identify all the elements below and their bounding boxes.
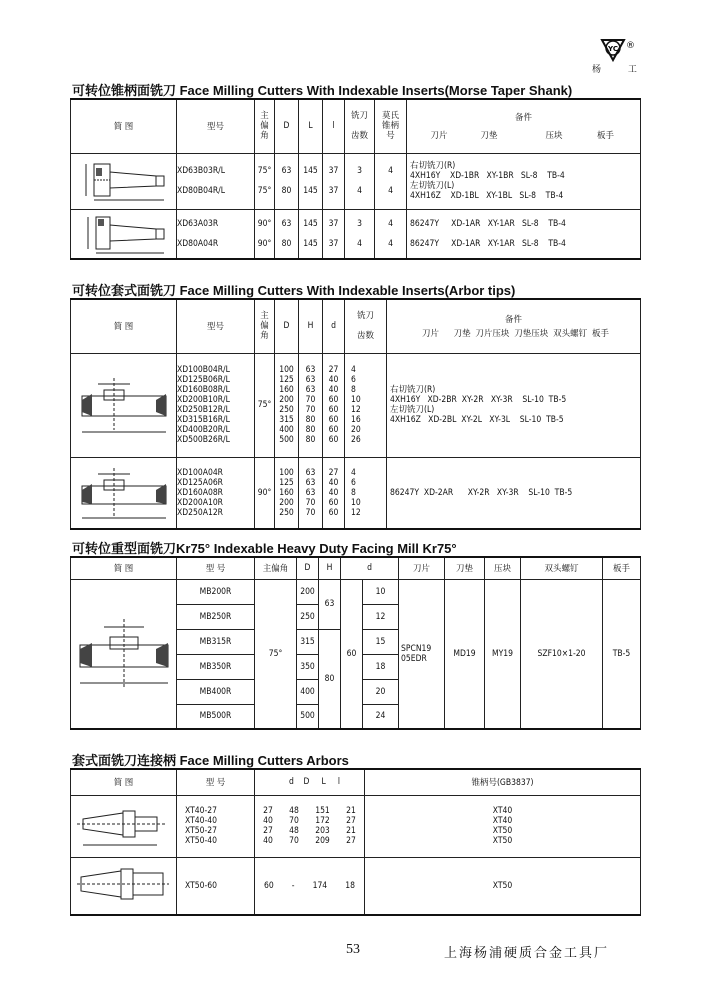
header-diagram: 简 图 <box>71 99 177 153</box>
H-cell: 63 63 63 70 70 <box>299 457 323 529</box>
L-cell: 145 145 <box>299 153 323 209</box>
header-seat: 刀垫 <box>445 557 485 579</box>
heavy-duty-mill-drawing <box>74 609 174 699</box>
table-row <box>71 795 641 857</box>
d-cell: 60 <box>341 579 363 729</box>
teeth-cell: 4 6 8 10 12 <box>345 457 387 529</box>
long-arbor-drawing <box>75 861 173 911</box>
d-values: 27 40 27 40 <box>263 806 273 846</box>
model-cell: XD100B04R/L XD125B06R/L XD160B08R/L XD200B10R/L XD250B12R/L XD315B16R/L XD400B20R/L XD500B26R/L <box>177 353 255 457</box>
L-value: 174 <box>312 880 328 891</box>
section4-table <box>70 768 641 916</box>
clamp-cell: MY19 <box>485 579 521 729</box>
header-angle: 主偏角 <box>255 557 297 579</box>
D-cell: 100 125 160 200 250 315 400 500 <box>275 353 299 457</box>
model-cell: XD63A03R XD80A04R <box>177 209 255 259</box>
header-dims: d D L l <box>255 769 365 795</box>
parts-columns: 刀片 刀垫 刀片压块 刀垫压块 双头螺钉 板手 <box>422 329 609 340</box>
section2-table <box>70 298 641 530</box>
arbor-shank-drawing <box>75 801 173 851</box>
model-cell: MB200R <box>177 579 255 604</box>
teeth-cell: 3 4 <box>345 153 375 209</box>
D-cell: 500 <box>297 704 319 729</box>
dims-cell <box>255 857 365 915</box>
header-model: 型号 <box>177 299 255 353</box>
taper-cutter-90-drawing <box>76 211 172 257</box>
insert-cell: SPCN19 05EDR <box>399 579 445 729</box>
D-cell: 315 <box>297 629 319 654</box>
table-row <box>71 857 641 915</box>
section3-title: 可转位重型面铣刀Kr75° Indexable Heavy Duty Facing Mill Kr75° <box>72 541 457 556</box>
header-L: L <box>299 99 323 153</box>
parts-clamp: 压块 <box>545 131 563 142</box>
taper-cell: 4 4 <box>375 209 407 259</box>
header-d: d <box>341 557 399 579</box>
header-insert: 刀片 <box>399 557 445 579</box>
header-D: D <box>275 99 299 153</box>
diagram-cell <box>71 153 177 209</box>
H-cell: 63 63 63 70 70 80 80 80 <box>299 353 323 457</box>
header-teeth: 铣刀 齿数 <box>345 299 387 353</box>
diagram-cell <box>71 353 177 457</box>
header-angle: 主 偏 角 <box>255 299 275 353</box>
taper-cell: 4 4 <box>375 153 407 209</box>
header-parts <box>387 299 641 353</box>
diagram-cell <box>71 579 177 729</box>
header-d: d <box>323 299 345 353</box>
logo-text: 杨 工 <box>592 65 649 75</box>
parts-cell: 右切铣刀(R) 4XH16Y XD-1BR XY-1BR SL-8 TB-4 左切铣刀(L) 4XH16Z XD-1BL XY-1BL SL-8 TB-4 <box>407 153 641 209</box>
taper-cell: XT40 XT40 XT50 XT50 <box>365 795 641 857</box>
header-diagram: 简 图 <box>71 769 177 795</box>
header-parts <box>407 99 641 153</box>
diagram-cell <box>71 209 177 259</box>
model-cell: MB400R <box>177 679 255 704</box>
header-wrench: 板手 <box>603 557 641 579</box>
header-angle: 主 偏 角 <box>255 99 275 153</box>
D-cell: 100 125 160 200 250 <box>275 457 299 529</box>
D-cell: 250 <box>297 604 319 629</box>
header-model: 型 号 <box>177 557 255 579</box>
D-values: 48 70 48 70 <box>289 806 299 846</box>
parts-cell: 右切铣刀(R) 4XH16Y XD-2BR XY-2R XY-3R SL-10 TB-5 左切铣刀(L) 4XH16Z XD-2BL XY-2L XY-3L SL-10 TB-5 <box>387 353 641 457</box>
taper-cell: XT50 <box>365 857 641 915</box>
company-footer: 上海杨浦硬质合金工具厂 <box>444 946 610 961</box>
header-teeth: 铣刀 齿数 <box>345 99 375 153</box>
d-cell: 27 40 40 60 60 60 60 60 <box>323 353 345 457</box>
d-cell: 27 40 40 60 60 <box>323 457 345 529</box>
l-cell: 37 37 <box>323 209 345 259</box>
l-values: 21 27 21 27 <box>346 806 356 846</box>
parts-label: 备件 <box>514 113 532 124</box>
parts-label: 备件 <box>504 315 522 326</box>
table-row <box>71 153 641 209</box>
header-H: H <box>299 299 323 353</box>
angle-cell: 75° <box>255 353 275 457</box>
teeth-cell: 3 4 <box>345 209 375 259</box>
H-cell: 63 <box>319 579 341 629</box>
parts-cell: 86247Y XD-1AR XY-1AR SL-8 TB-4 86247Y XD-1AR XY-1AR SL-8 TB-4 <box>407 209 641 259</box>
seat-cell: MD19 <box>445 579 485 729</box>
l-value: 18 <box>345 880 355 891</box>
L-values: 151 172 203 209 <box>315 806 330 846</box>
page-number: 53 <box>346 942 360 957</box>
section2-title: 可转位套式面铣刀 Face Milling Cutters With Indexable Inserts(Arbor tips) <box>72 283 516 298</box>
model-cell: XD63B03R/L XD80B04R/L <box>177 153 255 209</box>
header-model: 型 号 <box>177 769 255 795</box>
table-row <box>71 209 641 259</box>
screw-cell: SZF10×1-20 <box>521 579 603 729</box>
teeth-cell: 15 <box>363 629 399 654</box>
parts-wrench: 板手 <box>597 131 615 142</box>
arbor-cutter-90-drawing <box>74 462 174 524</box>
header-taper: 莫氏 锥柄 号 <box>375 99 407 153</box>
parts-cell: 86247Y XD-2AR XY-2R XY-3R SL-10 TB-5 <box>387 457 641 529</box>
header-l: l <box>323 99 345 153</box>
section1-title: 可转位锥柄面铣刀 Face Milling Cutters With Indexable Inserts(Morse Taper Shank) <box>72 83 573 98</box>
logo-mark: YC <box>608 45 618 53</box>
arbor-cutter-75-drawing <box>74 370 174 440</box>
table-row <box>71 579 641 604</box>
teeth-cell: 10 <box>363 579 399 604</box>
header-clamp: 压块 <box>485 557 521 579</box>
table-row <box>71 457 641 529</box>
D-cell: 350 <box>297 654 319 679</box>
parts-seat: 刀垫 <box>480 131 498 142</box>
D-cell: 400 <box>297 679 319 704</box>
dims-cell <box>255 795 365 857</box>
header-diagram: 简 图 <box>71 557 177 579</box>
section3-table <box>70 556 641 730</box>
wrench-cell: TB-5 <box>603 579 641 729</box>
model-cell: MB315R <box>177 629 255 654</box>
angle-cell: 90° 90° <box>255 209 275 259</box>
angle-cell: 90° <box>255 457 275 529</box>
teeth-cell: 4 6 8 10 12 16 20 26 <box>345 353 387 457</box>
teeth-cell: 20 <box>363 679 399 704</box>
angle-cell: 75° 75° <box>255 153 275 209</box>
header-screw: 双头螺钉 <box>521 557 603 579</box>
D-cell: 200 <box>297 579 319 604</box>
model-cell: XT40-27 XT40-40 XT50-27 XT50-40 <box>177 795 255 857</box>
header-taper: 锥柄号(GB3837) <box>365 769 641 795</box>
model-cell: MB250R <box>177 604 255 629</box>
d-value: 60 <box>264 880 274 891</box>
taper-cutter-drawing <box>76 156 172 206</box>
model-cell: XD100A04R XD125A06R XD160A08R XD200A10R XD250A12R <box>177 457 255 529</box>
teeth-cell: 24 <box>363 704 399 729</box>
registered-mark: ® <box>626 41 635 51</box>
diagram-cell <box>71 457 177 529</box>
parts-insert: 刀片 <box>430 131 448 142</box>
angle-cell: 75° <box>255 579 297 729</box>
section1-table <box>70 98 641 260</box>
header-diagram: 简 图 <box>71 299 177 353</box>
model-cell: XT50-60 <box>177 857 255 915</box>
model-cell: MB350R <box>177 654 255 679</box>
l-cell: 37 37 <box>323 153 345 209</box>
header-D: D <box>275 299 299 353</box>
model-cell: MB500R <box>177 704 255 729</box>
teeth-cell: 18 <box>363 654 399 679</box>
teeth-cell: 12 <box>363 604 399 629</box>
header-D: D <box>297 557 319 579</box>
H-cell: 80 <box>319 629 341 729</box>
header-model: 型号 <box>177 99 255 153</box>
section4-title: 套式面铣刀连接柄 Face Milling Cutters Arbors <box>72 753 349 768</box>
header-H: H <box>319 557 341 579</box>
table-row <box>71 353 641 457</box>
L-cell: 145 145 <box>299 209 323 259</box>
diagram-cell <box>71 795 177 857</box>
diagram-cell <box>71 857 177 915</box>
D-cell: 63 80 <box>275 153 299 209</box>
D-cell: 63 80 <box>275 209 299 259</box>
D-value: - <box>291 880 295 891</box>
